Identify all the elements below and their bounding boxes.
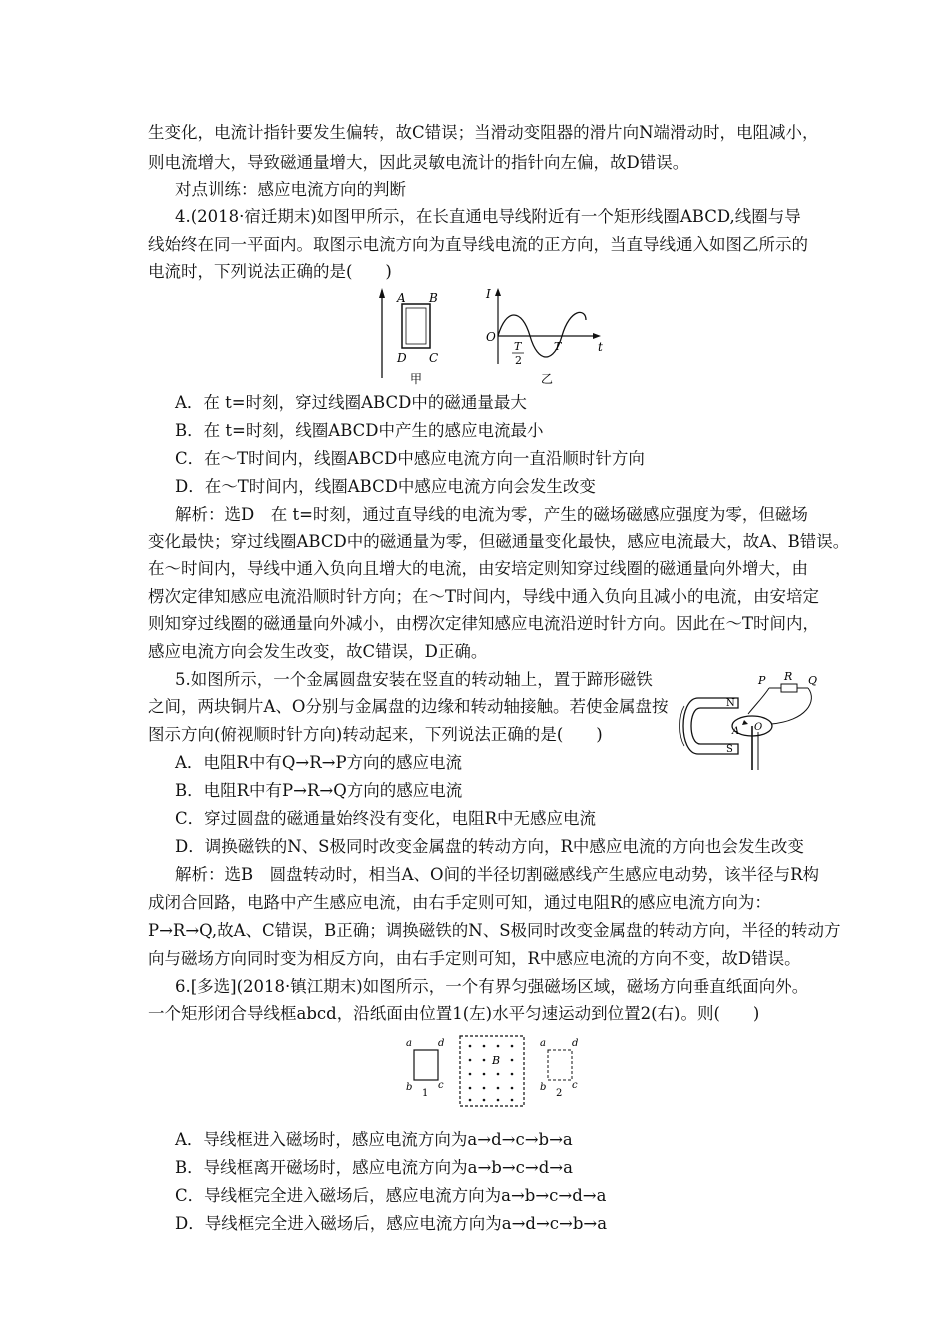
corner-label-d: D [397, 351, 407, 365]
origin-label: O [486, 330, 496, 344]
q6-stem-line: 6.[多选](2018·镇江期末)如图所示，一个有界匀强磁场区域，磁场方向垂直纸面向外。 [175, 977, 809, 996]
q4-option-c: C．在～T时间内，线圈ABCD中感应电流方向一直沿顺时针方向 [175, 449, 645, 468]
frame1-label-a: a [406, 1038, 412, 1049]
frame2-label-a: a [540, 1038, 546, 1049]
section-title: 对点训练：感应电流方向的判断 [175, 180, 406, 199]
label-q: Q [808, 674, 818, 687]
q4-figure-wire-coil [372, 286, 462, 386]
q4-analysis-line: 变化最快；穿过线圈ABCD中的磁通量为零，但磁通量变化最快，感应电流最大，故A、B错误。 [148, 532, 850, 551]
label-n: N [726, 698, 735, 709]
q5-figure-disk-magnet [676, 666, 826, 776]
figure-caption-jia: 甲 [410, 372, 423, 386]
q4-analysis-line: 感应电流方向会发生改变，故C错误，D正确。 [148, 642, 488, 661]
label-r: R [784, 670, 793, 683]
q6-figure-frame-field [400, 1032, 590, 1127]
q5-option-b: B．电阻R中有P→R→Q方向的感应电流 [175, 781, 463, 800]
q4-stem-line: 线始终在同一平面内。取图示电流方向为直导线电流的正方向，当直导线通入如图乙所示的 [148, 235, 808, 254]
q5-analysis-line: 成闭合回路，电路中产生感应电流，由右手定则可知，通过电阻R的感应电流方向为： [148, 893, 771, 912]
q5-stem-line: 之间，两块铜片A、O分别与金属盘的边缘和转动轴接触。若使金属盘按 [148, 697, 669, 716]
q4-analysis-line: 解析：选D 在 t=时刻，通过直导线的电流为零，产生的磁场磁感应强度为零，但磁场 [175, 505, 808, 524]
corner-label-a: A [397, 291, 406, 305]
q5-option-a: A．电阻R中有Q→R→P方向的感应电流 [175, 753, 463, 772]
label-s: S [726, 744, 733, 755]
q4-option-a: A．在 t=时刻，穿过线圈ABCD中的磁通量最大 [175, 393, 527, 412]
q4-figure-current-graph [478, 286, 608, 386]
axis-label-i: I [486, 287, 491, 301]
q4-option-b: B．在 t=时刻，线圈ABCD中产生的感应电流最小 [175, 421, 544, 440]
q5-stem-line: 图示方向(俯视顺时针方向)转动起来，下列说法正确的是( ) [148, 725, 603, 744]
figure-caption-yi: 乙 [541, 372, 554, 386]
field-label-b: B [492, 1054, 501, 1067]
label-p: P [758, 674, 766, 687]
intro-line: 则电流增大，导致磁通量增大，因此灵敏电流计的指针向左偏，故D错误。 [148, 153, 690, 172]
q6-option-a: A．导线框进入磁场时，感应电流方向为a→d→c→b→a [175, 1130, 573, 1149]
tick-label-t: T [554, 340, 562, 353]
label-o: O [754, 722, 763, 733]
q5-stem-line: 5.如图所示，一个金属圆盘安装在竖直的转动轴上，置于蹄形磁铁 [175, 670, 653, 689]
frame2-label-b: b [540, 1082, 547, 1093]
q5-option-c: C．穿过圆盘的磁通量始终没有变化，电阻R中无感应电流 [175, 809, 597, 828]
frame2-label-c: c [572, 1080, 578, 1091]
q4-stem-line: 4.(2018·宿迁期末)如图甲所示，在长直通电导线附近有一个矩形线圈ABCD,线圈与导 [175, 207, 801, 226]
position-2-label: 2 [556, 1088, 563, 1099]
label-a: A [732, 726, 740, 737]
tick-half-denominator: 2 [515, 354, 522, 367]
frame2-label-d: d [572, 1038, 579, 1049]
q5-analysis-line: P→R→Q,故A、C错误，B正确；调换磁铁的N、S极同时改变金属盘的转动方向，半径的转动方 [148, 921, 841, 940]
frame1-label-b: b [406, 1082, 413, 1093]
q6-stem-line: 一个矩形闭合导线框abcd，沿纸面由位置1(左)水平匀速运动到位置2(右)。则( ) [148, 1004, 760, 1023]
tick-half-numerator: T [514, 340, 522, 353]
frame1-label-d: d [438, 1038, 445, 1049]
q6-option-b: B．导线框离开磁场时，感应电流方向为a→b→c→d→a [175, 1158, 573, 1177]
q5-analysis-line: 解析：选B 圆盘转动时，相当A、O间的半径切割磁感线产生感应电动势，该半径与R构 [175, 865, 819, 884]
intro-line: 生变化，电流计指针要发生偏转，故C错误；当滑动变阻器的滑片向N端滑动时，电阻减小， [148, 123, 819, 142]
q5-analysis-line: 向与磁场方向同时变为相反方向，由右手定则可知，R中感应电流的方向不变，故D错误。 [148, 949, 801, 968]
q6-option-d: D．导线框完全进入磁场后，感应电流方向为a→d→c→b→a [175, 1214, 608, 1233]
q6-option-c: C．导线框完全进入磁场后，感应电流方向为a→b→c→d→a [175, 1186, 607, 1205]
q4-analysis-line: 楞次定律知感应电流沿顺时针方向；在～T时间内，导线中通入负向且减小的电流，由安培定 [148, 587, 820, 606]
corner-label-b: B [429, 291, 438, 305]
axis-label-t: t [598, 340, 603, 354]
corner-label-c: C [429, 351, 439, 365]
q5-option-d: D．调换磁铁的N、S极同时改变金属盘的转动方向，R中感应电流的方向也会发生改变 [175, 837, 804, 856]
q4-option-d: D．在～T时间内，线圈ABCD中感应电流方向会发生改变 [175, 477, 596, 496]
q4-stem-line: 电流时，下列说法正确的是( ) [148, 262, 392, 281]
q4-analysis-line: 在～时间内，导线中通入负向且增大的电流，由安培定则知穿过线圈的磁通量向外增大，由 [148, 559, 808, 578]
position-1-label: 1 [422, 1088, 429, 1099]
frame1-label-c: c [438, 1080, 444, 1091]
q4-analysis-line: 则知穿过线圈的磁通量向外减小，由楞次定律知感应电流沿逆时针方向。因此在～T时间内， [148, 614, 820, 633]
